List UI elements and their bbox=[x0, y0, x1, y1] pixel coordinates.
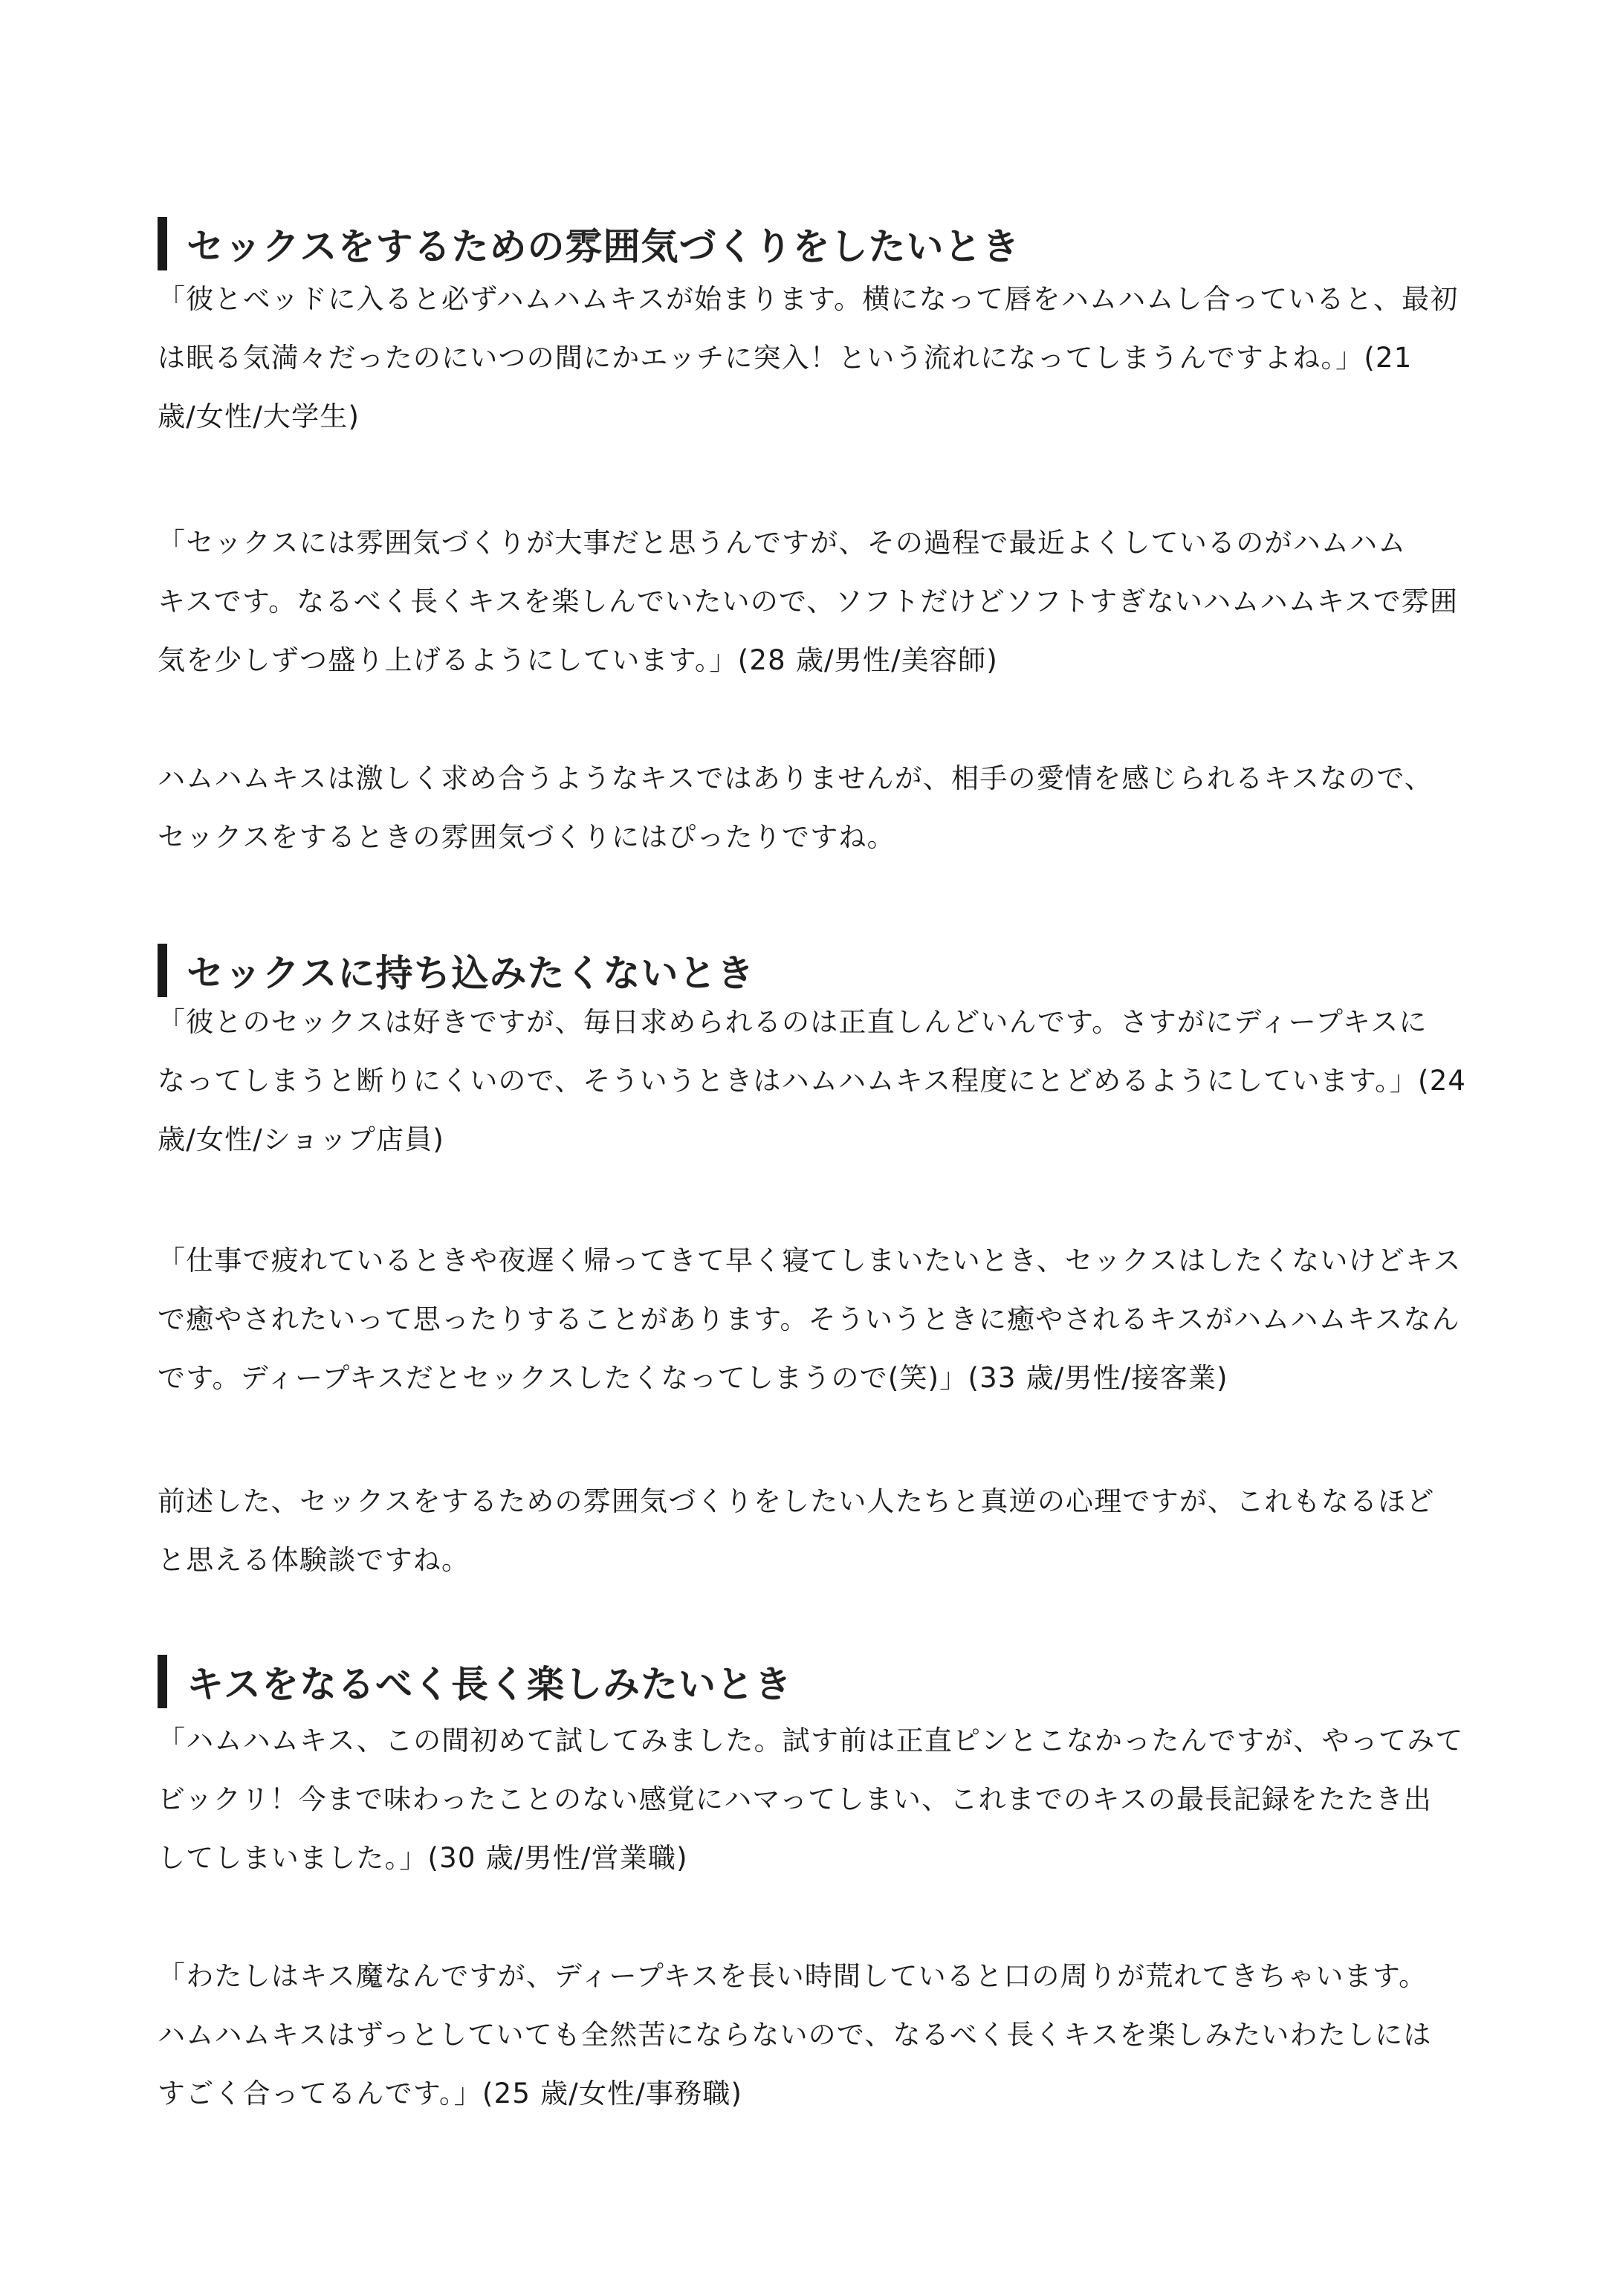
summary-paragraph bbox=[158, 1472, 1495, 1589]
text-line: 歳/女性/大学生) bbox=[158, 400, 360, 432]
text-line: で癒やされたいって思ったりすることがあります。そういうときに癒やされるキスがハムハムキスなん bbox=[158, 1303, 1460, 1335]
text-line: ビックリ！今まで味わったことのない感覚にハマってしまい、これまでのキスの最長記録をたたき出 bbox=[158, 1783, 1432, 1815]
testimonial-paragraph bbox=[158, 1231, 1495, 1407]
text-line: 歳/女性/ショップ店員) bbox=[158, 1123, 445, 1155]
text-line: してしまいました。」(30 歳/男性/営業職) bbox=[158, 1842, 688, 1874]
testimonial-paragraph bbox=[158, 1947, 1495, 2123]
text-line: 「わたしはキス魔なんですが、ディープキスを長い時間していると口の周りが荒れてきちゃいます。 bbox=[158, 1960, 1428, 1992]
heading-text: セックスに持ち込みたくないとき bbox=[187, 952, 755, 995]
text-line: 気を少しずつ盛り上げるようにしています。」(28 歳/男性/美容師) bbox=[158, 644, 998, 676]
text-line: セックスをするときの雰囲気づくりにはぴったりですね。 bbox=[158, 821, 895, 853]
text-line: 「彼とベッドに入ると必ずハムハムキスが始まります。横になって唇をハムハムし合っていると、最初 bbox=[158, 283, 1459, 315]
section-heading bbox=[158, 1652, 792, 1711]
summary-paragraph bbox=[158, 749, 1495, 866]
text-line: すごく合ってるんです。」(25 歳/女性/事務職) bbox=[158, 2078, 743, 2109]
testimonial-paragraph bbox=[158, 270, 1495, 446]
testimonial-paragraph bbox=[158, 993, 1495, 1169]
heading-bar bbox=[158, 217, 167, 270]
text-line: 「セックスには雰囲気づくりが大事だと思うんですが、その過程で最近よくしているのがハムハム bbox=[158, 527, 1407, 559]
text-line: 「仕事で疲れているときや夜遅く帰ってきて早く寝てしまいたいとき、セックスはしたくないけどキス bbox=[158, 1245, 1462, 1277]
text-line: ハムハムキスは激しく求め合うようなキスではありませんが、相手の愛情を感じられるキスなので、 bbox=[158, 762, 1434, 794]
text-line: です。ディープキスだとセックスしたくなってしまうので(笑)」(33 歳/男性/接客業) bbox=[158, 1362, 1228, 1394]
heading-text: キスをなるべく長く楽しみたいとき bbox=[187, 1663, 792, 1706]
testimonial-paragraph bbox=[158, 513, 1495, 690]
heading-text: セックスをするための雰囲気づくりをしたいとき bbox=[187, 225, 1020, 268]
text-line: は眠る気満々だったのにいつの間にかエッチに突入！という流れになってしまうんですよね。」(21 bbox=[158, 342, 1413, 374]
text-line: 前述した、セックスをするための雰囲気づくりをしたい人たちと真逆の心理ですが、これもなるほど bbox=[158, 1485, 1435, 1517]
section-heading bbox=[158, 214, 1020, 273]
heading-bar bbox=[158, 1655, 167, 1708]
text-line: 「ハムハムキス、この間初めて試してみました。試す前は正直ピンとこなかったんですが、やってみて bbox=[158, 1725, 1464, 1757]
text-line: なってしまうと断りにくいので、そういうときはハムハムキス程度にとどめるようにしています。」(24 bbox=[158, 1065, 1467, 1097]
text-line: キスです。なるべく長くキスを楽しんでいたいので、ソフトだけどソフトすぎないハムハムキスで雰囲 bbox=[158, 586, 1459, 617]
text-line: ハムハムキスはずっとしていても全然苦にならないので、なるべく長くキスを楽しみたいわたしには bbox=[158, 2019, 1432, 2051]
section-heading bbox=[158, 941, 755, 1000]
text-line: と思える体験談ですね。 bbox=[158, 1544, 470, 1576]
text-line: 「彼とのセックスは好きですが、毎日求められるのは正直しんどいんです。さすがにディープキスに bbox=[158, 1006, 1428, 1038]
testimonial-paragraph bbox=[158, 1711, 1495, 1887]
heading-bar bbox=[158, 944, 167, 997]
